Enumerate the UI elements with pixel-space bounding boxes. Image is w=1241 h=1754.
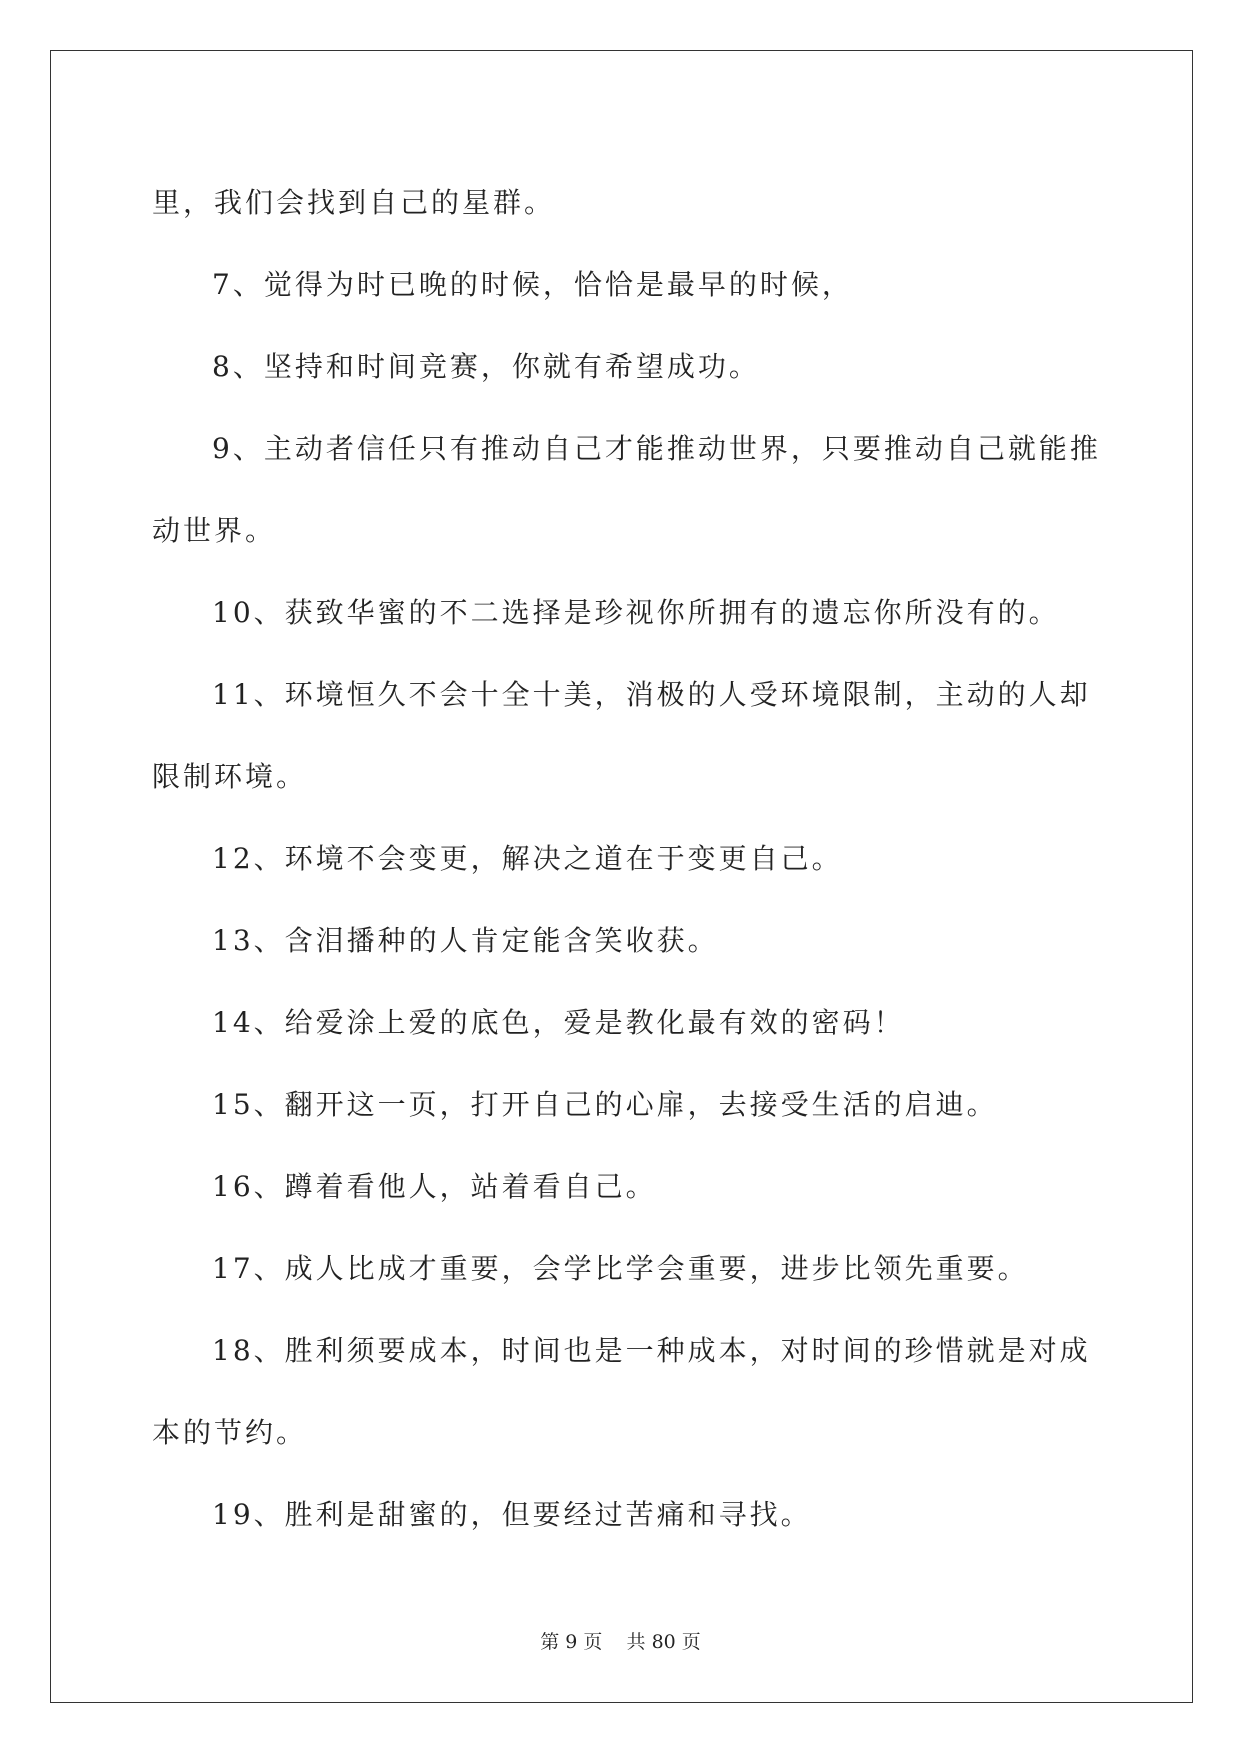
paragraph-line: 18、胜利须要成本，时间也是一种成本，对时间的珍惜就是对成 [212,1334,1091,1367]
paragraph-line: 限制环境。 [152,760,308,793]
paragraph-line: 8、坚持和时间竞赛，你就有希望成功。 [212,350,760,383]
paragraph-line: 里，我们会找到自己的星群。 [152,186,556,219]
paragraph-line: 19、胜利是甜蜜的，但要经过苦痛和寻找。 [212,1498,812,1531]
paragraph-line: 10、获致华蜜的不二选择是珍视你所拥有的遗忘你所没有的。 [212,596,1060,629]
paragraph-line: 15、翻开这一页，打开自己的心扉，去接受生活的启迪。 [212,1088,998,1121]
page-number: 第 9 页 [540,1631,603,1653]
paragraph-line: 14、给爱涂上爱的底色，爱是教化最有效的密码！ [212,1006,905,1039]
paragraph-line: 动世界。 [152,514,277,547]
page-total: 共 80 页 [626,1631,701,1653]
document-body [152,162,1101,1556]
paragraph-line: 7、觉得为时已晚的时候，恰恰是最早的时候， [212,268,853,301]
paragraph-line: 9、主动者信任只有推动自己才能推动世界，只要推动自己就能推 [212,432,1101,465]
paragraph-line: 17、成人比成才重要，会学比学会重要，进步比领先重要。 [212,1252,1029,1285]
paragraph-line: 本的节约。 [152,1416,308,1449]
paragraph-line: 12、环境不会变更，解决之道在于变更自己。 [212,842,843,875]
paragraph-line: 11、环境恒久不会十全十美，消极的人受环境限制，主动的人却 [212,678,1091,711]
paragraph-line: 13、含泪播种的人肯定能含笑收获。 [212,924,719,957]
paragraph-line: 16、蹲着看他人，站着看自己。 [212,1170,657,1203]
page-footer [0,1627,1241,1654]
